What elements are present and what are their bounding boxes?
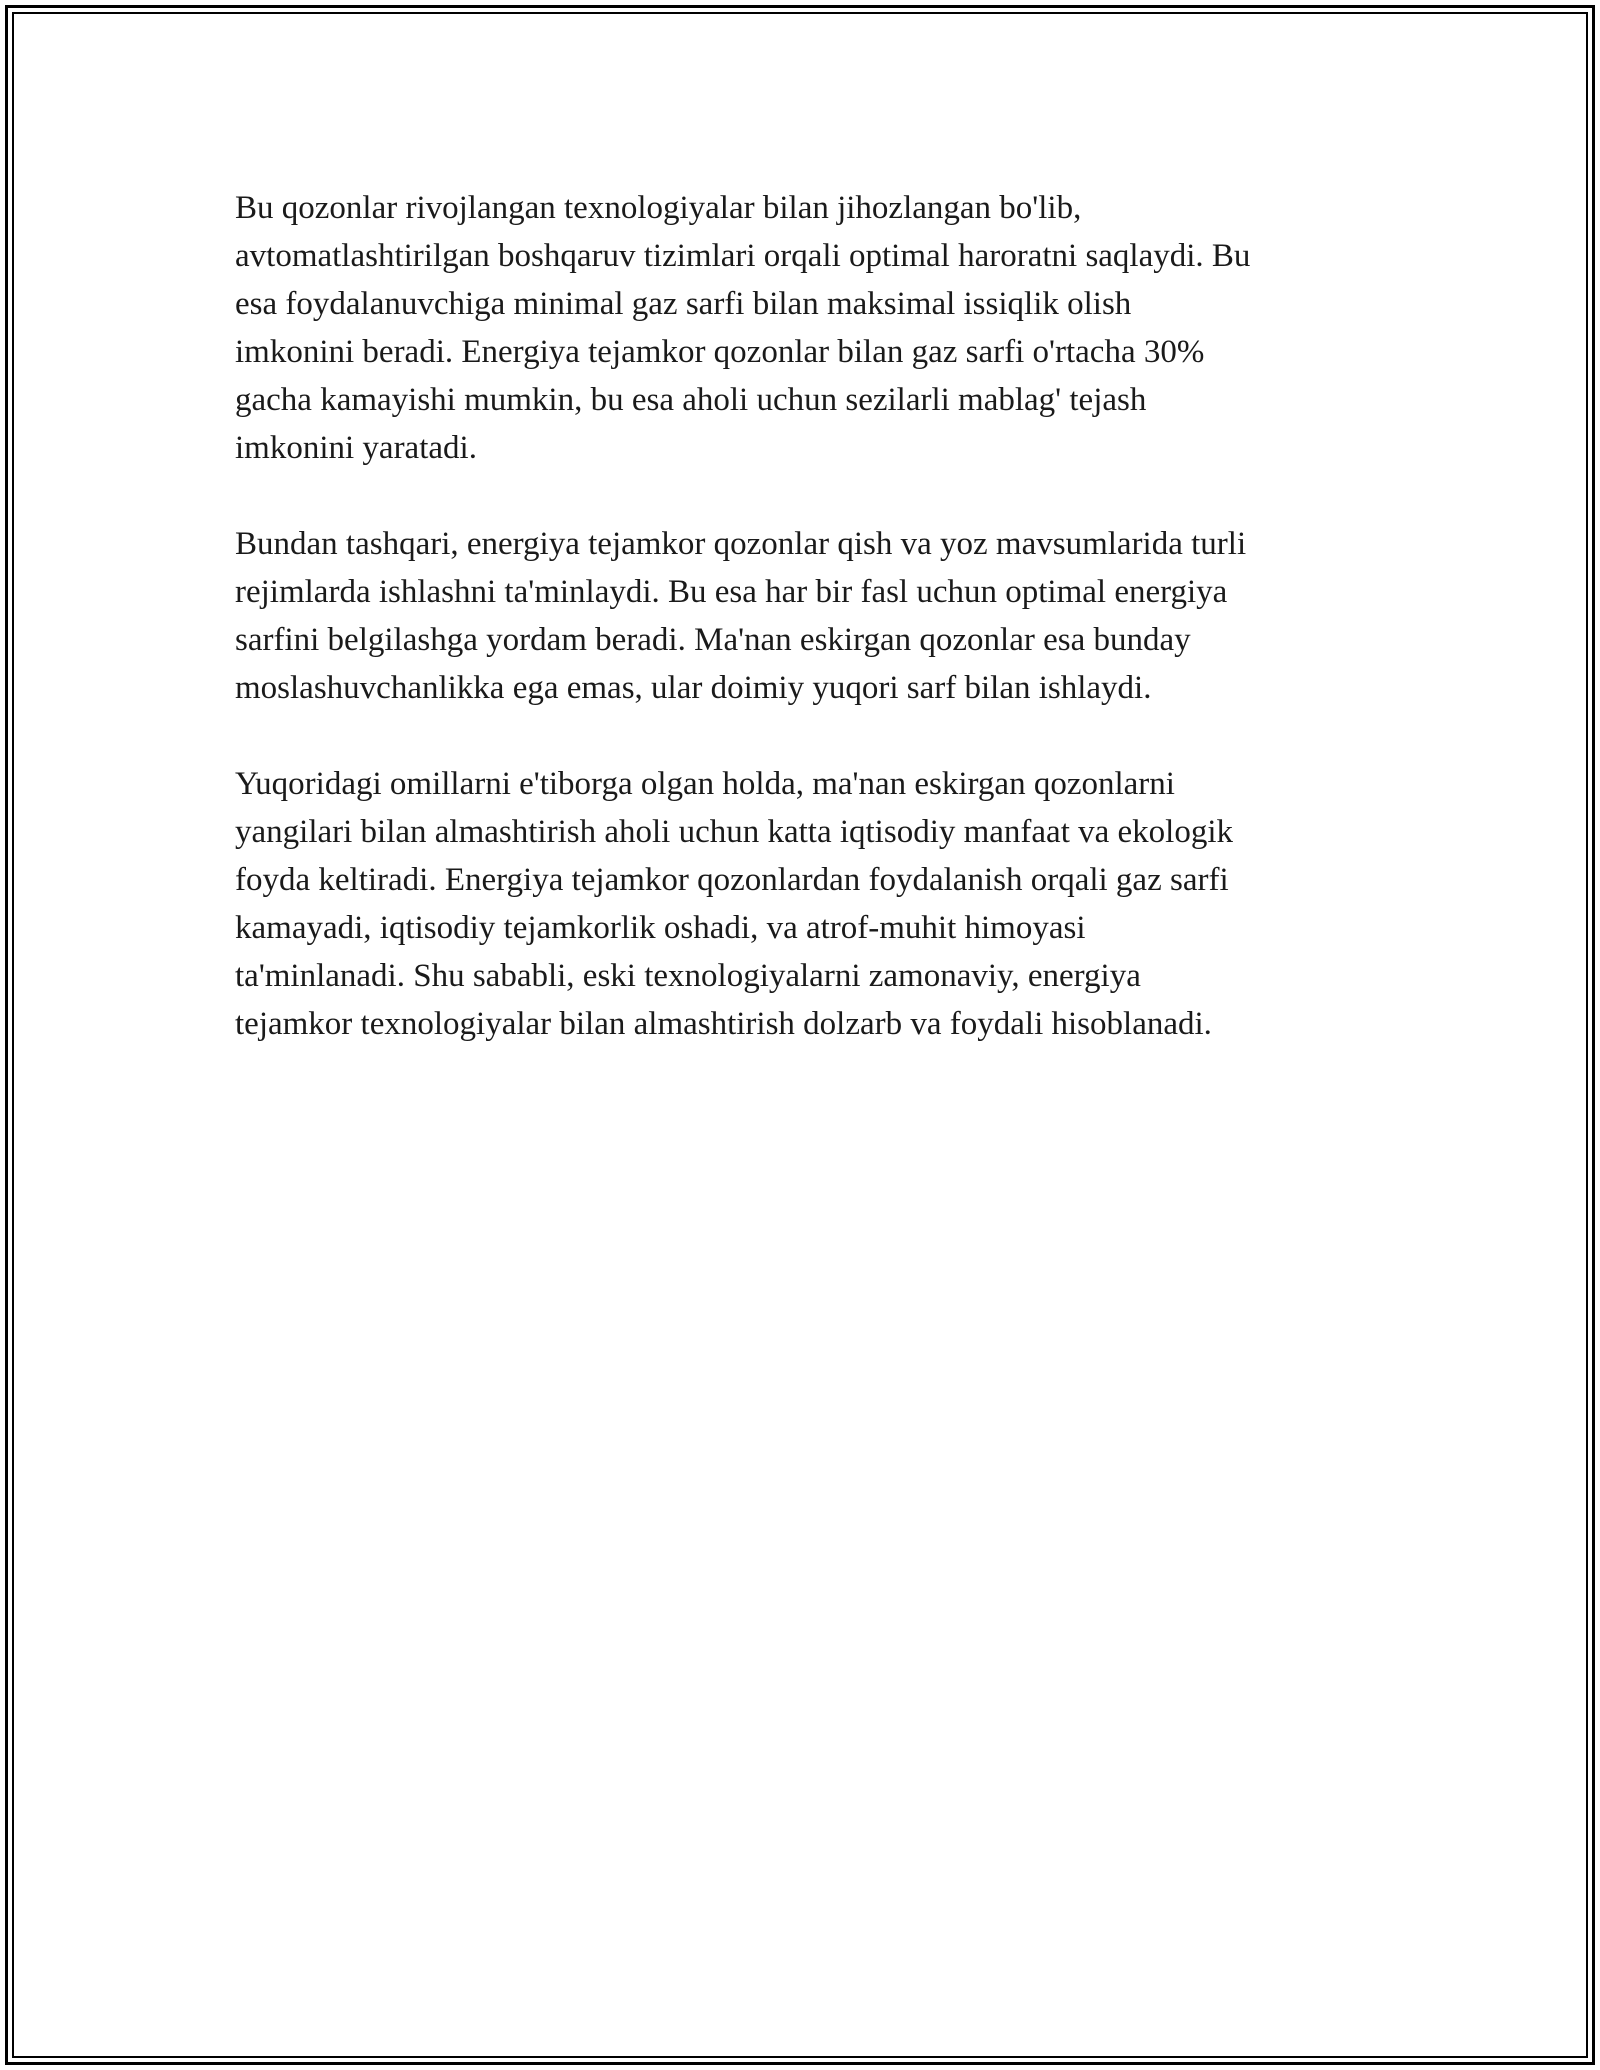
paragraph-2: Bundan tashqari, energiya tejamkor qozonlar qish va yoz mavsumlarida turli rejimlarda ishlashni ta'minlaydi. Bu esa har bir fasl uchun optimal energiya sarfini belgilashga yordam beradi. Ma'nan eskirgan qozonlar esa bunday moslashuvchanlikka ega emas, ular doimiy yuqori sarf bilan ishlaydi. (235, 526, 1247, 706)
paragraph-1: Bu qozonlar rivojlangan texnologiyalar bilan jihozlangan bo'lib, avtomatlashtirilgan boshqaruv tizimlari orqali optimal haroratni saqlaydi. Bu esa foydalanuvchiga minimal gaz sarfi bilan maksimal issiqlik olish imkonini beradi. Energiya tejamkor qozonlar bilan gaz sarfi o'rtacha 30% gacha kamayishi mumkin, bu esa aholi uchun sezilarli mablag' tejash imkonini yaratadi. (235, 190, 1251, 466)
paragraph-3: Yuqoridagi omillarni e'tiborga olgan holda, ma'nan eskirgan qozonlarni yangilari bilan almashtirish aholi uchun katta iqtisodiy manfaat va ekologik foyda keltiradi. Energiya tejamkor qozonlardan foydalanish orqali gaz sarfi kamayadi, iqtisodiy tejamkorlik oshadi, va atrof-muhit himoyasi ta'minlanadi. Shu sababli, eski texnologiyalarni zamonaviy, energiya tejamkor texnologiyalar bilan almashtirish dolzarb va foydali hisoblanadi. (235, 766, 1234, 1042)
document-body (235, 184, 1375, 1096)
